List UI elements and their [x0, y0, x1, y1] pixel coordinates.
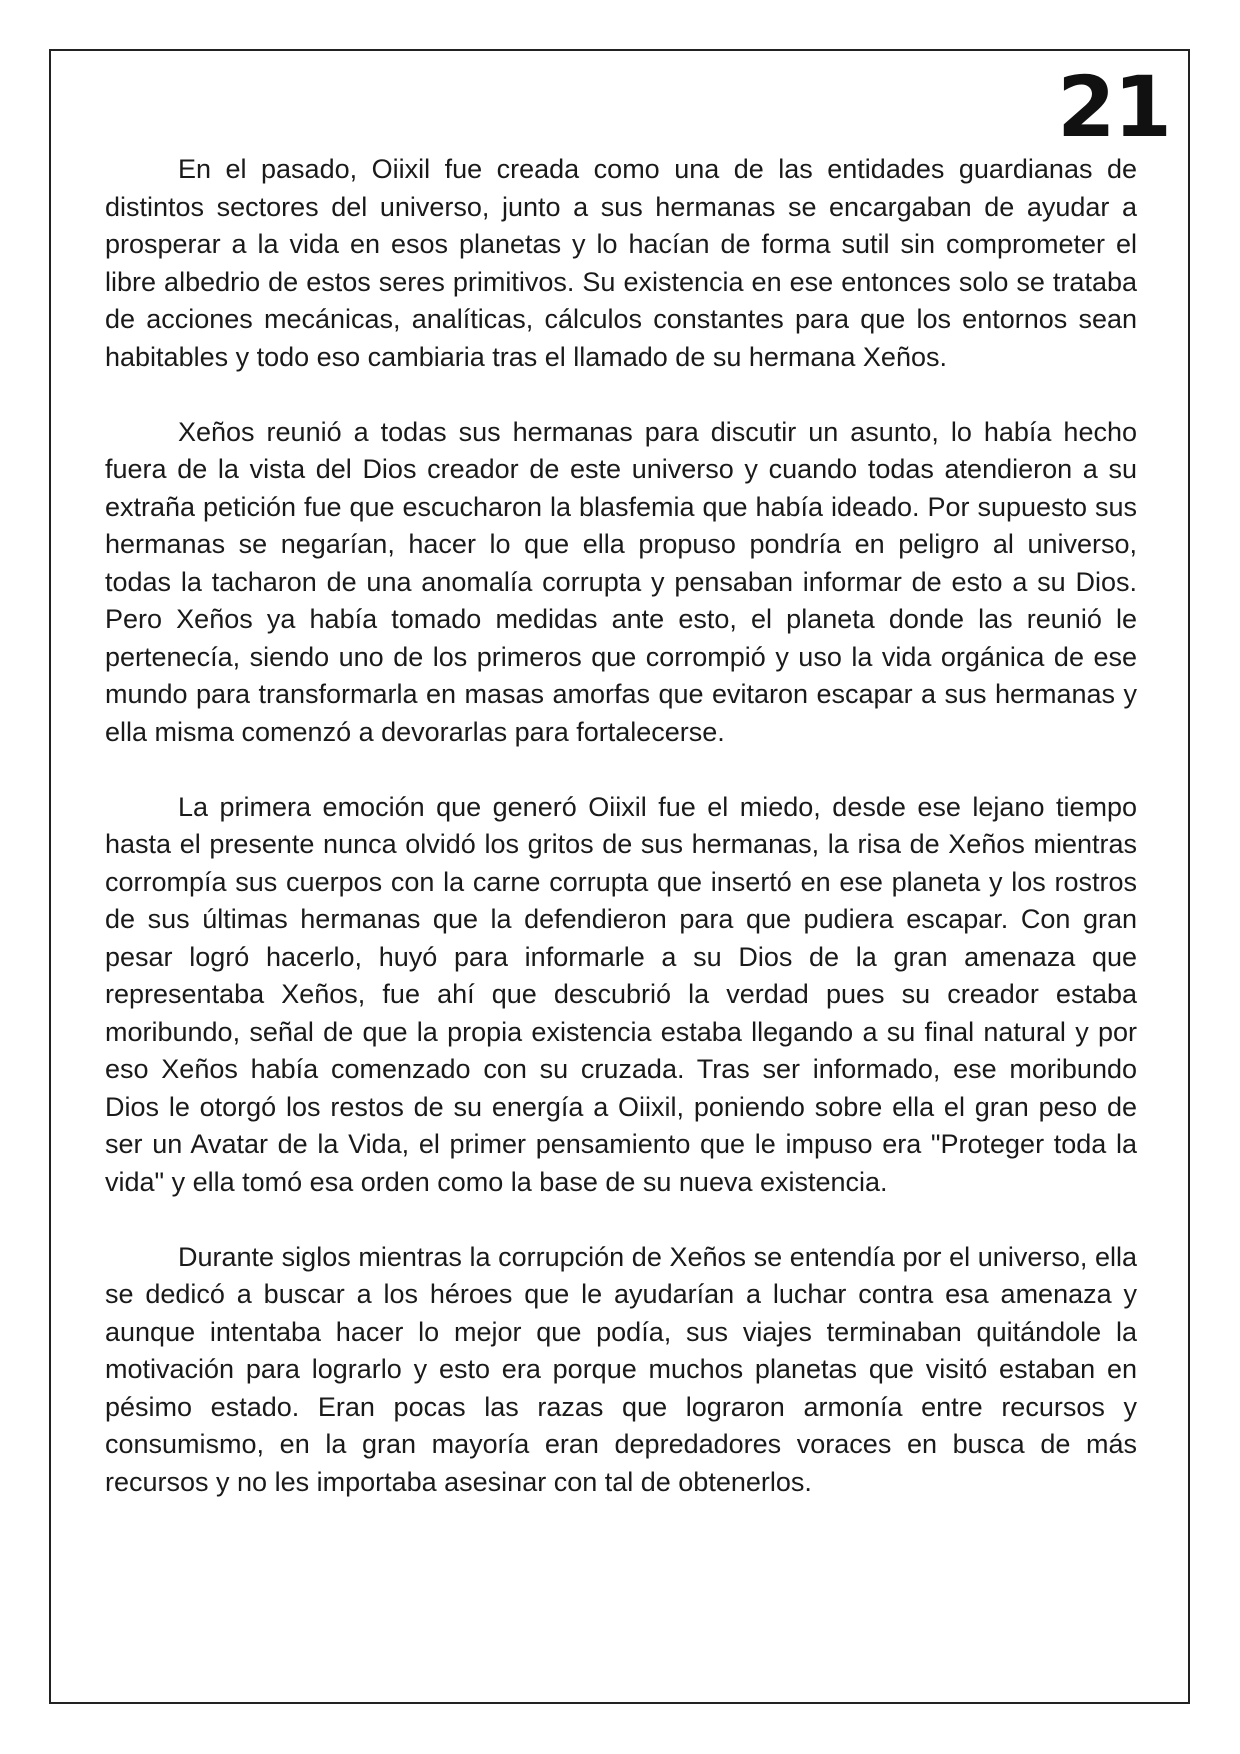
paragraph-4: Durante siglos mientras la corrupción de Xeños se entendía por el universo, ella se dedicó a buscar a los héroes que le ayudarían a luchar contra esa amenaza y aunque intentaba hacer lo mejor que podía, sus viajes terminaban quitándole la motivación para lograrlo y esto era porque muchos planetas que visitó estaban en pésimo estado. Eran pocas las razas que lograron armonía entre recursos y consumismo, en la gran mayoría eran depredadores voraces en busca de más recursos y no les importaba asesinar con tal de obtenerlos. — [105, 1241, 1137, 1497]
page-number: 21 — [1057, 58, 1170, 156]
page-body — [105, 151, 1137, 1539]
paragraph-2: Xeños reunió a todas sus hermanas para discutir un asunto, lo había hecho fuera de la vista del Dios creador de este universo y cuando todas atendieron a su extraña petición fue que escucharon la blasfemia que había ideado. Por supuesto sus hermanas se negarían, hacer lo que ella propuso pondría en peligro al universo, todas la tacharon de una anomalía corrupta y pensaban informar de esto a su Dios. Pero Xeños ya había tomado medidas ante esto, el planeta donde las reunió le pertenecía, siendo uno de los primeros que corrompió y uso la vida orgánica de ese mundo para transformarla en masas amorfas que evitaron escapar a sus hermanas y ella misma comenzó a devorarlas para fortalecerse. — [105, 416, 1137, 747]
paragraph-3: La primera emoción que generó Oiixil fue el miedo, desde ese lejano tiempo hasta el presente nunca olvidó los gritos de sus hermanas, la risa de Xeños mientras corrompía sus cuerpos con la carne corrupta que insertó en ese planeta y los rostros de sus últimas hermanas que la defendieron para que pudiera escapar. Con gran pesar logró hacerlo, huyó para informarle a su Dios de la gran amenaza que representaba Xeños, fue ahí que descubrió la verdad pues su creador estaba moribundo, señal de que la propia existencia estaba llegando a su final natural y por eso Xeños había comenzado con su cruzada. Tras ser informado, ese moribundo Dios le otorgó los restos de su energía a Oiixil, poniendo sobre ella el gran peso de ser un Avatar de la Vida, el primer pensamiento que le impuso era "Proteger toda la vida" y ella tomó esa orden como la base de su nueva existencia. — [105, 791, 1137, 1197]
paragraph-1: En el pasado, Oiixil fue creada como una de las entidades guardianas de distintos sectores del universo, junto a sus hermanas se encargaban de ayudar a prosperar a la vida en esos planetas y lo hacían de forma sutil sin comprometer el libre albedrio de estos seres primitivos. Su existencia en ese entonces solo se trataba de acciones mecánicas, analíticas, cálculos constantes para que los entornos sean habitables y todo eso cambiaria tras el llamado de su hermana Xeños. — [105, 154, 1137, 372]
page-frame — [49, 49, 1190, 1704]
